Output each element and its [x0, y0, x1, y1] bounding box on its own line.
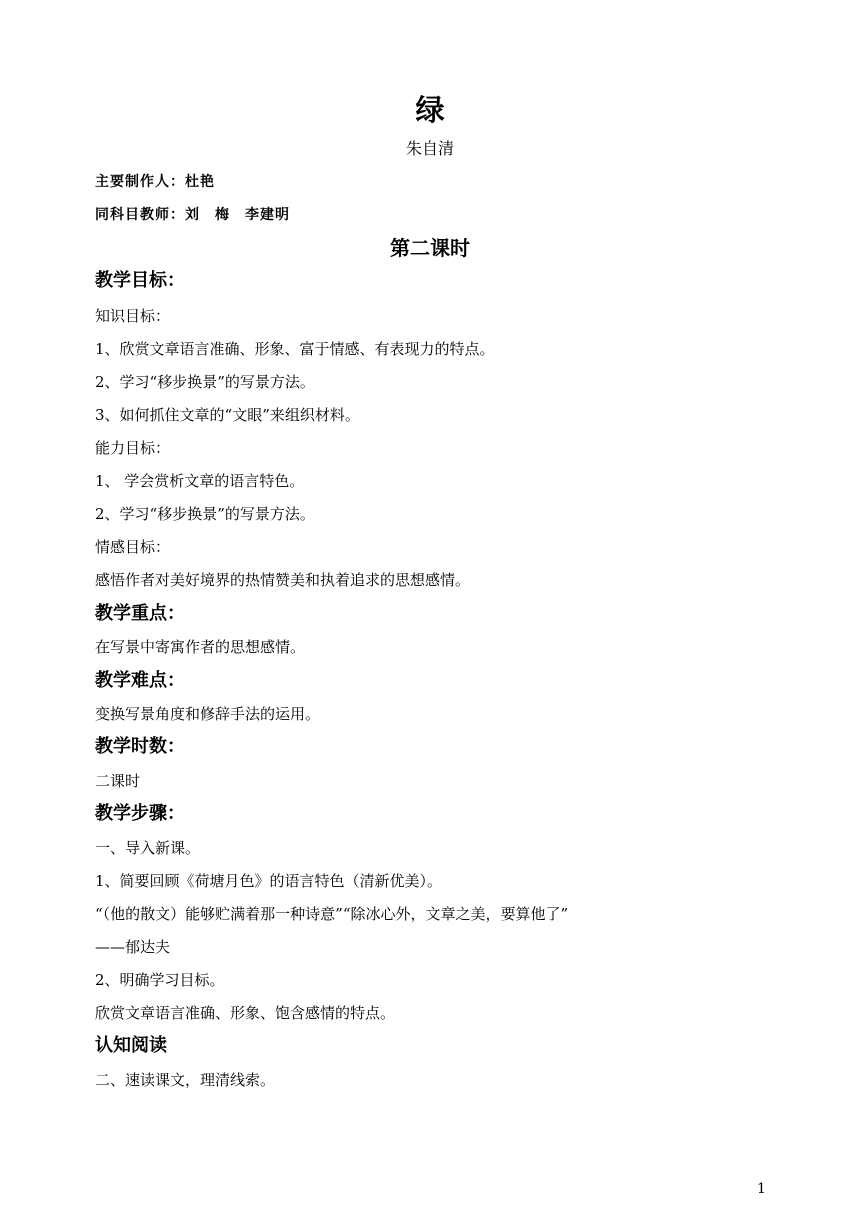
- ability-item: 1、 学会赏析文章的语言特色。: [95, 472, 305, 490]
- quote-attribution: ——郁达夫: [95, 938, 171, 956]
- page-number: 1: [757, 1181, 766, 1197]
- focus-text: 在写景中寄寓作者的思想感情。: [95, 638, 306, 656]
- knowledge-item: 1、欣赏文章语言准确、形象、富于情感、有表现力的特点。: [95, 340, 495, 358]
- steps-line: 一、导入新课。: [95, 839, 201, 857]
- goals-heading: 教学目标：: [95, 270, 185, 291]
- emotion-text: 感悟作者对美好境界的热情赞美和执着追求的思想感情。: [95, 571, 471, 589]
- reading-heading: 认知阅读: [95, 1035, 167, 1056]
- author-name: 朱自清: [405, 139, 454, 158]
- producer-credit: 主要制作人：杜艳: [95, 174, 215, 190]
- steps-heading: 教学步骤：: [95, 803, 185, 824]
- difficulty-heading: 教学难点：: [95, 670, 185, 691]
- knowledge-heading: 知识目标：: [95, 307, 171, 325]
- teachers-credit: 同科目教师：刘 梅 李建明: [95, 207, 290, 223]
- quote-line: “（他的散文）能够贮满着那一种诗意”“除冰心外，文章之美，要算他了”: [95, 905, 569, 923]
- emotion-heading: 情感目标：: [95, 538, 171, 556]
- knowledge-item: 2、学习“移步换景”的写景方法。: [95, 373, 315, 391]
- ability-heading: 能力目标：: [95, 439, 171, 457]
- reading-text: 二、速读课文，理清线索。: [95, 1071, 276, 1089]
- hours-heading: 教学时数：: [95, 736, 185, 757]
- hours-text: 二课时: [95, 772, 141, 790]
- steps-line: 欣赏文章语言准确、形象、饱含感情的特点。: [95, 1004, 396, 1022]
- steps-line: 2、明确学习目标。: [95, 971, 225, 989]
- steps-line: 1、简要回顾《荷塘月色》的语言特色（清新优美）。: [95, 872, 443, 890]
- document-title: 绿: [415, 93, 445, 127]
- lesson-heading: 第二课时: [390, 236, 470, 260]
- ability-item: 2、学习“移步换景”的写景方法。: [95, 505, 315, 523]
- focus-heading: 教学重点：: [95, 603, 185, 624]
- difficulty-text: 变换写景角度和修辞手法的运用。: [95, 705, 321, 723]
- knowledge-item: 3、如何抓住文章的“文眼”来组织材料。: [95, 406, 360, 424]
